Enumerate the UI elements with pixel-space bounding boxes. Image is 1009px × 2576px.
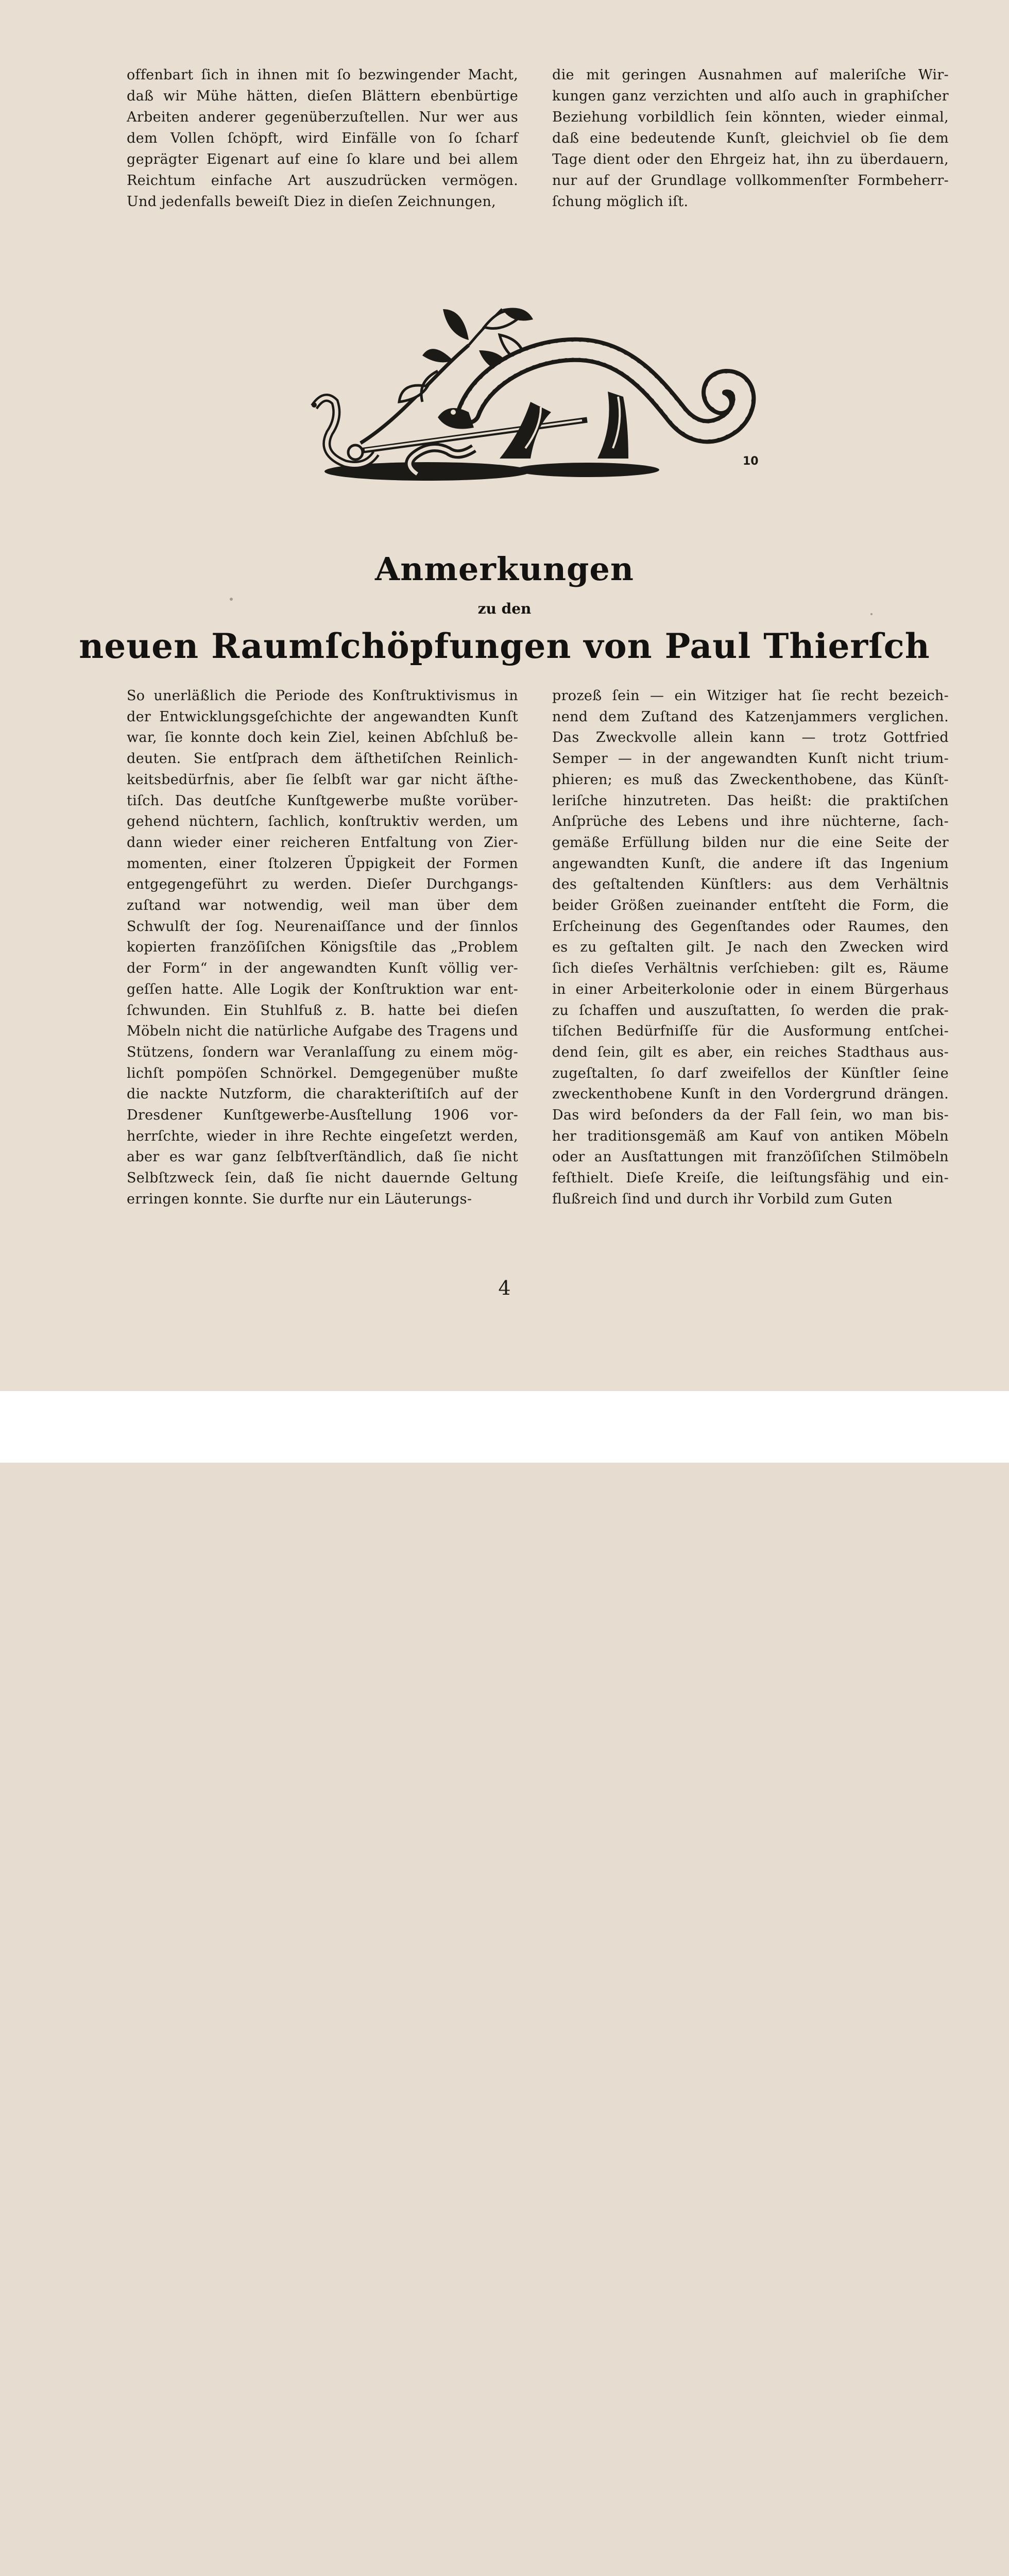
text-line: kungen ganz verzichten und alſo auch in graphiſcher <box>552 88 949 104</box>
text-line: tiſch. Das deutſche Kunſtgewerbe mußte vorüber- <box>127 792 518 809</box>
text-line: dann wieder einer reicheren Entfaltung von Zier- <box>127 834 518 851</box>
text-line: es zu geſtalten gilt. Je nach den Zwecken wird <box>552 939 949 956</box>
text-line: erringen konnte. Sie durfte nur ein Läuterungs- <box>127 1191 472 1207</box>
text-line: aber es war ganz ſelbſtverſtändlich, daß ſie nicht <box>127 1149 518 1165</box>
text-line: momenten, einer ſtolzeren Üppigkeit der Formen <box>127 855 518 872</box>
text-line: ſchung möglich iſt. <box>552 194 689 210</box>
text-line: beider Größen zueinander entſteht die Form, die <box>552 897 949 914</box>
text-line: Semper — in der angewandten Kunſt nicht trium- <box>552 751 949 767</box>
text-line: feſthielt. Dieſe Kreiſe, die leiſtungsfähig und ein- <box>552 1170 949 1187</box>
text-line: nend dem Zuſtand des Katzenjammers verglichen. <box>552 708 949 725</box>
text-line: nur auf der Grundlage vollkommenſter Formbeherr- <box>552 173 949 189</box>
text-line: lichſt pompöſen Schnörkel. Demgegenüber mußte <box>127 1065 518 1081</box>
body-right-column <box>552 686 949 1210</box>
text-line: geprägter Eigenart auf eine ſo klare und bei allem <box>127 151 518 167</box>
text-line: die mit geringen Ausnahmen auf maleriſche Wir- <box>552 67 949 83</box>
text-line: ſchwunden. Ein Stuhlfuß z. B. hatte bei dieſen <box>127 1002 518 1019</box>
text-line: in einer Arbeiterkolonie oder in einem Bürgerhaus <box>552 981 949 997</box>
article-title-line1: Anmerkungen <box>375 550 634 588</box>
page-number: 4 <box>498 1277 511 1299</box>
dragon-snake-vignette-icon <box>299 289 773 484</box>
text-line: kopierten franzöſiſchen Königsſtile das „Problem <box>127 939 518 956</box>
top-left-column <box>127 64 518 212</box>
article-title-line2: zu den <box>477 600 532 617</box>
text-line: Möbeln nicht die natürliche Aufgabe des Tragens und <box>127 1023 518 1040</box>
text-line: gemäße Erfüllung bilden nur die eine Seite der <box>552 834 949 851</box>
text-line: Erſcheinung des Gegenſtandes oder Raumes, den <box>552 918 949 935</box>
text-line: deuten. Sie entſprach dem äſthetiſchen Reinlich- <box>127 751 518 767</box>
text-line: entgegengeführt zu werden. Dieſer Durchgangs- <box>127 876 518 893</box>
text-line: Arbeiten anderer gegenüberzuſtellen. Nur wer aus <box>127 109 518 125</box>
text-line: Das wird beſonders da der Fall ſein, wo man bis- <box>552 1107 949 1124</box>
text-line: der Form“ in der angewandten Kunſt völlig ver- <box>127 960 518 977</box>
text-line: gehend nüchtern, ſachlich, konſtruktiv werden, um <box>127 814 518 830</box>
text-line: Das Zweckvolle allein kann — trotz Gottfried <box>552 730 949 746</box>
artist-monogram: 10 <box>743 455 759 468</box>
article-title-line3: neuen Raumſchöpfungen von Paul Thierſch <box>79 626 930 666</box>
text-line: Anſprüche des Lebens und ihre nüchterne, ſach- <box>552 814 949 830</box>
text-line: zuſtand war notwendig, weil man über dem <box>127 897 518 914</box>
text-line: her traditionsgemäß am Kauf von antiken Möbeln <box>552 1128 949 1144</box>
text-line: daß eine bedeutende Kunſt, gleichviel ob ſie dem <box>552 130 949 146</box>
text-line: zweckenthobene Kunſt in den Vordergrund drängen. <box>552 1086 949 1103</box>
text-line: Dresdener Kunſtgewerbe-Ausſtellung 1906 vor- <box>127 1107 518 1124</box>
text-line: herrſchte, wieder in ihre Rechte eingeſetzt werden, <box>127 1128 518 1144</box>
text-line: des geſtaltenden Künſtlers: aus dem Verhältnis <box>552 876 949 893</box>
text-line: Und jedenfalls beweiſt Diez in dieſen Zeichnungen, <box>127 194 497 210</box>
text-line: flußreich ſind und durch ihr Vorbild zum Guten <box>552 1191 893 1207</box>
text-line: war, ſie konnte doch kein Ziel, keinen Abſchluß be- <box>127 730 518 746</box>
text-line: dem Vollen ſchöpft, wird Einfälle von ſo ſcharf <box>127 130 518 146</box>
text-line: So unerläßlich die Periode des Konſtruktivismus in <box>127 688 518 704</box>
text-line: offenbart ſich in ihnen mit ſo bezwingender Macht, <box>127 67 518 83</box>
text-line: Beziehung vorbildlich ſein könnten, wieder einmal, <box>552 109 949 125</box>
text-line: phieren; es muß das Zweckenthobene, das Künſt- <box>552 771 949 788</box>
text-line: dend ſein, gilt es aber, ein reiches Stadthaus aus- <box>552 1044 949 1060</box>
text-line: tiſchen Bedürfniſſe für die Ausformung entſchei- <box>552 1023 949 1040</box>
text-line: daß wir Mühe hätten, dieſen Blättern ebenbürtige <box>127 88 518 104</box>
text-line: zugeſtalten, ſo darf zweifellos der Künſtler ſeine <box>552 1065 949 1081</box>
body-left-column <box>127 686 518 1210</box>
text-line: leriſche hinzutreten. Das heißt: die praktiſchen <box>552 792 949 809</box>
text-line: ſich dieſes Verhältnis verſchieben: gilt es, Räume <box>552 960 949 977</box>
text-line: prozeß ſein — ein Witziger hat ſie recht bezeich- <box>552 688 949 704</box>
text-line: Schwulſt der ſog. Neurenaiſſance und der ſinnlos <box>127 918 518 935</box>
text-line: Stützens, ſondern war Veranlaſſung zu einem mög- <box>127 1044 518 1060</box>
text-line: Selbſtzweck ſein, daß ſie nicht dauernde Geltung <box>127 1170 518 1187</box>
text-line: geſſen hatte. Alle Logik der Konſtruktion war ent- <box>127 981 518 997</box>
top-right-column <box>552 64 949 212</box>
text-line: die nackte Nutzform, die charakteriſtiſch auf der <box>127 1086 518 1103</box>
text-line: oder an Ausſtattungen mit franzöſiſchen Stilmöbeln <box>552 1149 949 1165</box>
text-line: keitsbedürfnis, aber ſie ſelbſt war gar nicht äſthe- <box>127 771 518 788</box>
text-line: der Entwicklungsgeſchichte der angewandten Kunſt <box>127 708 518 725</box>
text-line: zu ſchaffen und auszuſtatten, ſo werden die prak- <box>552 1002 949 1019</box>
text-line: angewandten Kunſt, die andere iſt das Ingenium <box>552 855 949 872</box>
footer-bar <box>0 1391 1009 1463</box>
text-line: Reichtum einfache Art auszudrücken vermögen. <box>127 173 518 189</box>
text-line: Tage dient oder den Ehrgeiz hat, ihn zu überdauern, <box>552 151 949 167</box>
